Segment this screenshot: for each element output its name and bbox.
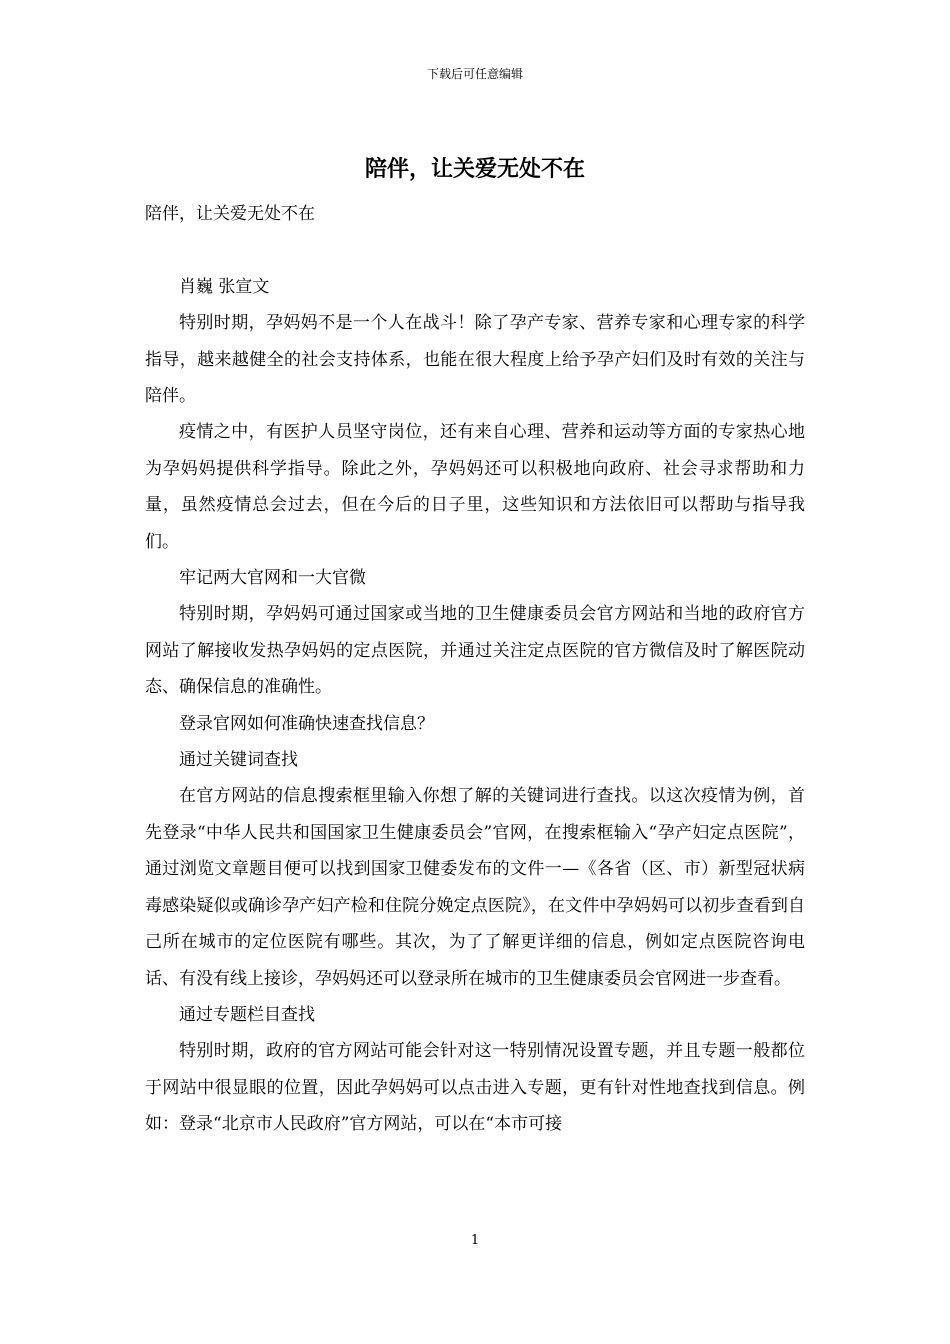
page-number: 1	[470, 1233, 480, 1248]
paragraph: 在官方网站的信息搜索框里输入你想了解的关键词进行查找。以这次疫情为例，首先登录“中华人民共和国国家卫生健康委员会”官网，在搜索框输入“孕产妇定点医院”，通过浏览文章题目便可以找到国家卫健委发布的文件一—《各省（区、市）新型冠状病毒感染疑似或确诊孕产妇产检和住院分娩定点医院》，在文件中孕妈妈可以初步查看到自己所在城市的定位医院有哪些。其次，为了了解更详细的信息，例如定点医院咨询电话、有没有线上接诊，孕妈妈还可以登录所在城市的卫生健康委员会官网进一步查看。	[145, 786, 805, 989]
subtitle-line: 陪伴，让关爱无处不在	[145, 204, 315, 224]
paragraph: 特别时期，孕妈妈可通过国家或当地的卫生健康委员会官方网站和当地的政府官方网站了解接收发热孕妈妈的定点医院，并通过关注定点医院的官方微信及时了解医院动态、确保信息的准确性。	[145, 604, 805, 698]
section-heading: 登录官网如何准确快速查找信息？	[179, 713, 434, 734]
section-heading: 牢记两大官网和一大官微	[179, 568, 366, 589]
document-body	[145, 196, 805, 1143]
section-heading: 通过关键词查找	[179, 750, 298, 771]
author-line: 肖巍 张宣文	[179, 276, 270, 297]
header-note: 下载后可任意编辑	[426, 67, 523, 81]
section-heading: 通过专题栏目查找	[179, 1004, 315, 1025]
blank-line	[145, 232, 805, 268]
document-title: 陪伴，让关爱无处不在	[364, 156, 585, 182]
paragraph: 疫情之中，有医护人员坚守岗位，还有来自心理、营养和运动等方面的专家热心地为孕妈妈提供科学指导。除此之外，孕妈妈还可以积极地向政府、社会寻求帮助和力量，虽然疫情总会过去，但在今后的日子里，这些知识和方法依旧可以帮助与指导我们。	[145, 422, 805, 552]
paragraph: 特别时期，孕妈妈不是一个人在战斗！除了孕产专家、营养专家和心理专家的科学指导，越来越健全的社会支持体系，也能在很大程度上给予孕产妇们及时有效的关注与陪伴。	[145, 313, 805, 407]
paragraph: 特别时期，政府的官方网站可能会针对这一特别情况设置专题，并且专题一般都位于网站中很显眼的位置，因此孕妈妈可以点击进入专题，更有针对性地查找到信息。例如：登录“北京市人民政府”官方网站，可以在“本市可接	[145, 1041, 805, 1135]
